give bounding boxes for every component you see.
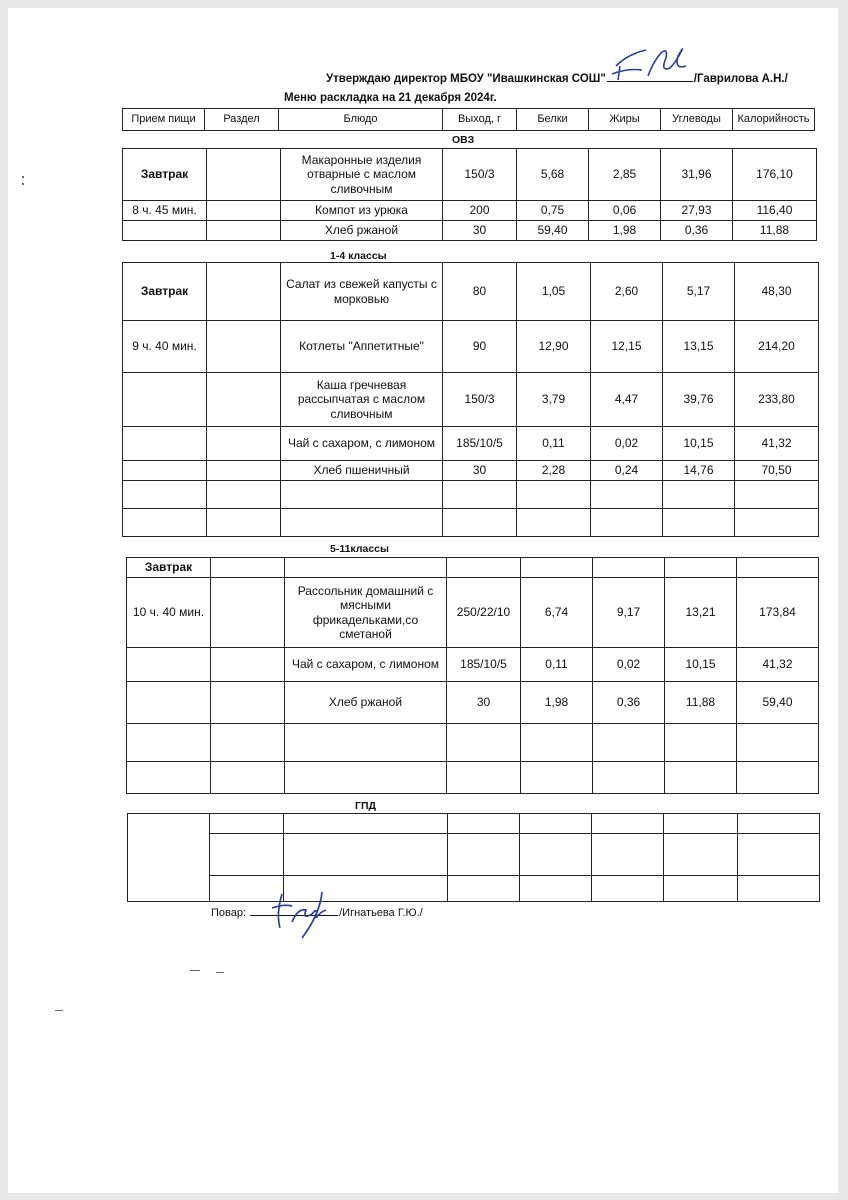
dish-carbs: 11,88 — [665, 682, 737, 724]
header-kcal: Калорийность — [733, 109, 815, 131]
dish-fat: 12,15 — [591, 321, 663, 373]
dish-fat: 0,06 — [589, 201, 661, 221]
meal-label: Завтрак — [123, 263, 207, 321]
scan-speck — [190, 970, 200, 971]
header-dish: Блюдо — [279, 109, 443, 131]
dish-protein: 6,74 — [521, 578, 593, 648]
dish-yield: 185/10/5 — [443, 427, 517, 461]
dish-fat: 0,36 — [593, 682, 665, 724]
dish-protein: 0,75 — [517, 201, 589, 221]
dish-name: Чай с сахаром, с лимоном — [285, 648, 447, 682]
dish-name: Хлеб пшеничный — [281, 461, 443, 481]
dish-name: Котлеты "Аппетитные" — [281, 321, 443, 373]
dish-protein: 1,05 — [517, 263, 591, 321]
scan-speck — [22, 183, 24, 185]
table-row — [123, 263, 819, 321]
dish-fat: 2,85 — [589, 149, 661, 201]
column-header-row — [122, 108, 815, 131]
dish-kcal: 116,40 — [733, 201, 817, 221]
table-grades-5-11 — [126, 557, 819, 794]
dish-protein: 1,98 — [521, 682, 593, 724]
meal-time: 9 ч. 40 мин. — [123, 321, 207, 373]
dish-carbs: 31,96 — [661, 149, 733, 201]
dish-protein: 0,11 — [517, 427, 591, 461]
dish-yield: 30 — [443, 221, 517, 241]
table-row — [127, 578, 819, 648]
dish-name: Хлеб ржаной — [281, 221, 443, 241]
dish-yield: 30 — [447, 682, 521, 724]
meal-label: Завтрак — [123, 149, 207, 201]
dish-yield: 200 — [443, 201, 517, 221]
dish-kcal: 41,32 — [735, 427, 819, 461]
dish-carbs: 13,21 — [665, 578, 737, 648]
dish-yield: 90 — [443, 321, 517, 373]
dish-name: Каша гречневая рассыпчатая с маслом сливочным — [281, 373, 443, 427]
dish-protein: 3,79 — [517, 373, 591, 427]
scan-speck — [22, 176, 24, 178]
table-row — [128, 834, 820, 876]
dish-kcal: 59,40 — [737, 682, 819, 724]
dish-name: Компот из урюка — [281, 201, 443, 221]
dish-kcal: 48,30 — [735, 263, 819, 321]
section-title-ovz: ОВЗ — [452, 134, 475, 146]
dish-carbs: 14,76 — [663, 461, 735, 481]
dish-carbs: 10,15 — [663, 427, 735, 461]
director-signature — [598, 42, 693, 84]
dish-yield: 250/22/10 — [447, 578, 521, 648]
dish-fat: 4,47 — [591, 373, 663, 427]
header-fat: Жиры — [589, 109, 661, 131]
table-row — [128, 876, 820, 902]
dish-kcal: 11,88 — [733, 221, 817, 241]
cook-signature — [262, 884, 347, 942]
section-title-gpd: ГПД — [355, 800, 376, 812]
meal-label: Завтрак — [127, 558, 211, 578]
approval-prefix: Утверждаю директор МБОУ "Ивашкинская СОШ" — [326, 73, 606, 85]
menu-title: Меню раскладка на 21 декабря 2024г. — [284, 92, 497, 104]
dish-name: Чай с сахаром, с лимоном — [281, 427, 443, 461]
dish-carbs: 0,36 — [661, 221, 733, 241]
dish-fat: 0,24 — [591, 461, 663, 481]
dish-yield: 150/3 — [443, 373, 517, 427]
dish-kcal: 173,84 — [737, 578, 819, 648]
table-row — [123, 373, 819, 427]
dish-protein: 59,40 — [517, 221, 589, 241]
dish-yield: 150/3 — [443, 149, 517, 201]
dish-kcal: 41,32 — [737, 648, 819, 682]
dish-carbs: 10,15 — [665, 648, 737, 682]
table-row — [127, 762, 819, 794]
dish-name: Макаронные изделия отварные с маслом сливочным — [281, 149, 443, 201]
dish-carbs: 13,15 — [663, 321, 735, 373]
table-gpd — [127, 813, 820, 902]
cook-name: /Игнатьева Г.Ю./ — [339, 907, 423, 919]
table-row — [123, 481, 819, 509]
table-row — [123, 509, 819, 537]
scan-speck — [216, 972, 224, 973]
dish-fat: 0,02 — [593, 648, 665, 682]
dish-carbs: 27,93 — [661, 201, 733, 221]
dish-fat: 1,98 — [589, 221, 661, 241]
dish-protein: 12,90 — [517, 321, 591, 373]
table-grades-1-4 — [122, 262, 819, 537]
header-section: Раздел — [205, 109, 279, 131]
dish-fat: 0,02 — [591, 427, 663, 461]
table-row — [123, 221, 817, 241]
dish-protein: 0,11 — [521, 648, 593, 682]
dish-fat: 9,17 — [593, 578, 665, 648]
section-title-grades-5-11: 5-11классы — [330, 543, 389, 555]
dish-protein: 2,28 — [517, 461, 591, 481]
header-carbs: Углеводы — [661, 109, 733, 131]
table-row — [127, 558, 819, 578]
dish-kcal: 176,10 — [733, 149, 817, 201]
table-row — [123, 201, 817, 221]
header-meal: Прием пищи — [123, 109, 205, 131]
dish-yield: 185/10/5 — [447, 648, 521, 682]
dish-carbs: 39,76 — [663, 373, 735, 427]
table-row — [123, 321, 819, 373]
meal-time: 10 ч. 40 мин. — [127, 578, 211, 648]
cook-label: Повар: — [211, 907, 247, 919]
table-row — [127, 682, 819, 724]
dish-kcal: 70,50 — [735, 461, 819, 481]
dish-kcal: 214,20 — [735, 321, 819, 373]
table-ovz — [122, 148, 817, 241]
dish-kcal: 233,80 — [735, 373, 819, 427]
dish-name: Хлеб ржаной — [285, 682, 447, 724]
dish-name: Рассольник домашний с мясными фрикадельками,со сметаной — [285, 578, 447, 648]
dish-protein: 5,68 — [517, 149, 589, 201]
approval-line — [326, 71, 788, 85]
dish-yield: 30 — [443, 461, 517, 481]
scan-speck — [55, 1010, 63, 1011]
approver-name: /Гаврилова А.Н./ — [693, 73, 788, 85]
table-row — [127, 724, 819, 762]
table-row — [127, 648, 819, 682]
table-row — [123, 461, 819, 481]
dish-yield: 80 — [443, 263, 517, 321]
dish-carbs: 5,17 — [663, 263, 735, 321]
dish-fat: 2,60 — [591, 263, 663, 321]
table-row — [128, 814, 820, 834]
header-yield: Выход, г — [443, 109, 517, 131]
header-protein: Белки — [517, 109, 589, 131]
table-row — [123, 149, 817, 201]
section-title-grades-1-4: 1-4 классы — [330, 250, 387, 262]
dish-name: Салат из свежей капусты с морковью — [281, 263, 443, 321]
meal-time: 8 ч. 45 мин. — [123, 201, 207, 221]
table-row — [123, 427, 819, 461]
